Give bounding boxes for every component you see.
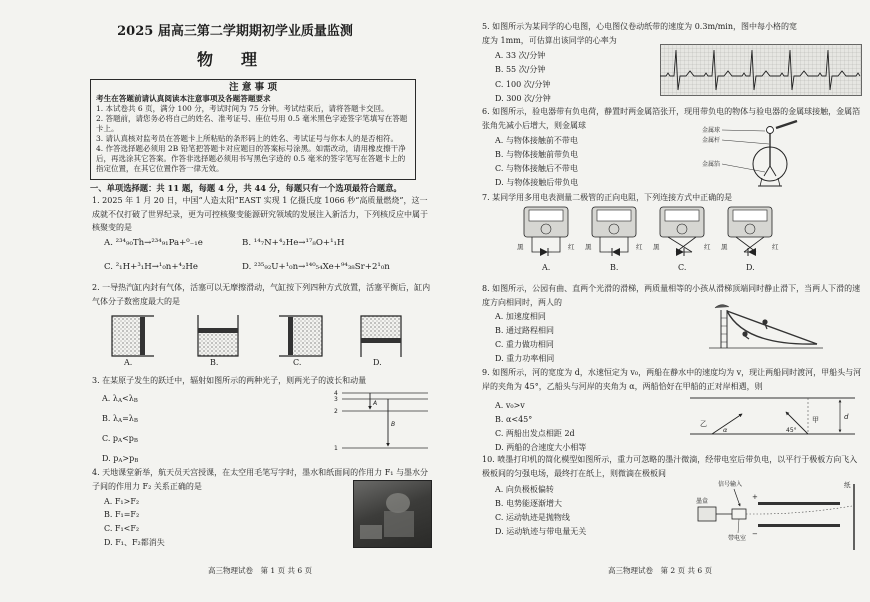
figure-label-b: B.: [610, 263, 619, 272]
angle-alpha-label: α: [723, 426, 728, 434]
question-4-option-b: B. F₁=F₂: [104, 510, 140, 519]
subject-title: 物 理: [196, 50, 263, 69]
astronaut-photo: [353, 480, 432, 548]
black-lead-label: 黑: [517, 243, 524, 251]
question-10-option-c: C. 运动轨迹是抛物线: [495, 513, 570, 522]
electroscope-diagram: [700, 120, 800, 190]
question-1-option-c: C. ²₁H+³₁H→¹₀n+⁴₂He: [104, 262, 198, 272]
red-lead-label: 红: [704, 243, 711, 251]
cylinder-figure-b: [195, 314, 241, 358]
red-lead-label: 红: [568, 243, 575, 251]
red-lead-label: 红: [772, 243, 779, 251]
question-9-option-a: A. v₀>v: [495, 401, 525, 410]
minus-plate-label: −: [752, 530, 758, 538]
question-10-stem: 10. 喷墨打印机的简化模型如图所示，重力可忽略的墨汁微滴，经带电室后带负电，以平行于极板方向飞入极板间的匀强电场，最终打在纸上，则微滴在极板间: [482, 455, 858, 478]
question-1-stem: 1. 2025 年 1 月 20 日，中国“人造太阳”EAST 实现 1 亿摄氏度 1066 秒“高质量燃烧”，这一成就不仅打破了世界纪录，更为可控核聚变能源研究领域的发展注入新活力，下列核反应中属于核聚变的是: [92, 196, 428, 232]
label-metal-rod: 金属杆: [702, 137, 721, 144]
notice-intro: 考生在答题前请认真阅读本注意事项及各题答题要求: [96, 94, 271, 103]
energy-level-diagram: [330, 388, 430, 452]
page-footer-right: 高三物理试卷 第 2 页 共 6 页: [608, 566, 712, 575]
river-diagram: [690, 392, 855, 442]
slide-diagram: [705, 302, 825, 352]
boat-yi-label: 乙: [700, 420, 707, 428]
question-10-option-b: B. 电势能逐渐增大: [495, 499, 562, 508]
multimeter-figure-c: [652, 205, 714, 263]
level-label-3: 3: [334, 396, 338, 403]
signal-input-label: 信号输入: [718, 481, 743, 488]
question-10-option-d: D. 运动轨迹与带电量无关: [495, 527, 587, 536]
cylinder-figure-a: [110, 314, 156, 358]
notice-item: 2. 答题前，请您务必将自己的姓名、准考证号、座位号用 0.5 毫米黑色字迹签字笔填写在答题卡上。: [96, 114, 408, 133]
question-9-option-d: D. 两船的合速度大小相等: [495, 443, 587, 452]
question-6-option-b: B. 与物体接触前带负电: [495, 150, 578, 159]
transition-label-b: B: [391, 421, 396, 428]
question-9-option-c: C. 两船出发点相距 2d: [495, 429, 575, 438]
question-6-option-d: D. 与物体接触后带负电: [495, 178, 579, 187]
notice-box: [90, 79, 416, 180]
boat-jia-label: 甲: [812, 416, 819, 424]
cylinder-figure-c: [278, 314, 324, 358]
notice-item: 1. 本试卷共 6 页，满分 100 分，考试时间为 75 分钟。考试结束后，请将答题卡交回。: [96, 104, 389, 113]
question-4-option-d: D. F₁、F₂都消失: [104, 538, 165, 547]
question-1-option-b: B. ¹⁴₇N+⁴₂He→¹⁷₈O+¹₁H: [242, 238, 345, 248]
question-3-option-d: D. $p_A>p_B$: [102, 454, 139, 464]
black-lead-label: 黑: [585, 243, 592, 251]
figure-label-c: C.: [678, 263, 687, 272]
level-label-4: 4: [334, 390, 338, 397]
inkjet-printer-diagram: [694, 478, 862, 554]
figure-label-c: C.: [293, 358, 302, 367]
multimeter-figure-d: [720, 205, 782, 263]
figure-label-d: D.: [373, 358, 382, 367]
question-4-option-a: A. F₁>F₂: [104, 497, 140, 506]
notice-item: 3. 请认真核对监考员在答题卡上所粘贴的条形码上的姓名、考试证号与你本人的是否相符。: [96, 134, 399, 143]
black-lead-label: 黑: [721, 243, 728, 251]
level-label-2: 2: [334, 408, 338, 415]
question-4-stem: 4. 天地课堂新举，航天员天宫授课，在太空用毛笔写字时，墨水和纸面间的作用力 F₁ 与墨水分子间的作用力 F₂ 关系正确的是: [92, 468, 429, 491]
figure-label-a: A.: [124, 358, 133, 367]
question-2-stem: 2. 一导热汽缸内封有气体，活塞可以无摩擦滑动，气缸按下列四种方式放置，活塞平衡后，缸内气体分子数密度最大的是: [92, 283, 431, 306]
ecg-strip: [660, 44, 862, 96]
angle-45-label: 45°: [786, 427, 797, 434]
question-6-stem: 6. 如图所示，验电器带有负电荷，静置时两金属箔张开，现用带负电的物体与验电器的金属球接触，金属箔张角先减小后增大，则金属球: [482, 107, 861, 130]
red-lead-label: 红: [636, 243, 643, 251]
figure-label-a: A.: [542, 263, 551, 272]
question-1-option-d: D. ²³⁵₉₂U+¹₀n→¹⁴⁰₅₄Xe+⁹⁴₃₈Sr+2¹₀n: [242, 262, 390, 272]
question-3-option-b: B. $\lambda_A=\lambda_B$: [102, 414, 138, 424]
question-3-option-a: A. $\lambda_A<\lambda_B$: [102, 394, 138, 404]
question-8-option-a: A. 加速度相同: [495, 312, 546, 321]
question-5-stem: 5. 如图所示为某同学的心电图，心电图仪卷动纸带的速度为 0.3m/min，图中每小格的宽度为 1mm，可估算出该同学的心率为: [482, 22, 798, 45]
question-8-stem: 8. 如图所示，公园有曲、直两个光滑的滑梯，两质量相等的小孩从滑梯顶端同时静止滑下，当两人下滑的速度方向相同时，两人的: [482, 284, 861, 307]
question-1-option-a: A. ²³⁴₉₀Th→²³⁴₉₁Pa+⁰₋₁e: [104, 238, 203, 248]
exam-title: 2025 届高三第二学期期初学业质量监测: [117, 24, 353, 39]
multimeter-figure-b: [584, 205, 646, 263]
question-8-option-c: C. 重力做功相同: [495, 340, 554, 349]
transition-label-a: A: [373, 400, 378, 407]
paper-label: 纸: [844, 481, 851, 489]
question-3-option-c: C. $p_A<p_B$: [102, 434, 139, 444]
question-9-stem: 9. 如图所示，河的宽度为 d，水速恒定为 v₀，两船在静水中的速度均为 v，现让两船同时渡河，甲船头与河岸的夹角为 45°，乙船头与河岸的夹角为 α，两船恰好在甲船的正对岸相遇，则: [482, 368, 862, 391]
astronaut-photo-shapes: [354, 481, 431, 547]
question-5-option-c: C. 100 次/分钟: [495, 80, 551, 89]
level-label-1: 1: [334, 445, 338, 452]
question-6-option-c: C. 与物体接触后不带电: [495, 164, 578, 173]
figure-label-b: B.: [210, 358, 219, 367]
section-heading: 一、单项选择题：共 11 题，每题 4 分，共 44 分，每题只有一个选项最符合题意。: [90, 183, 402, 193]
question-5-option-b: B. 55 次/分钟: [495, 65, 546, 74]
label-metal-ball: 金属球: [702, 127, 721, 134]
plus-plate-label: +: [752, 493, 758, 501]
question-8-option-d: D. 重力功率相同: [495, 354, 555, 363]
question-10-option-a: A. 向负极板偏转: [495, 485, 554, 494]
charge-chamber-label: 带电室: [728, 535, 747, 542]
cylinder-figure-d: [358, 314, 404, 358]
multimeter-figure-a: [516, 205, 578, 263]
question-3-stem: 3. 在某原子发生的跃迁中，辐射如图所示的两种光子，则两光子的波长和动量: [92, 376, 367, 385]
page-footer-left: 高三物理试卷 第 1 页 共 6 页: [208, 566, 312, 575]
ink-box-label: 墨盒: [696, 498, 709, 505]
figure-label-d: D.: [746, 263, 755, 272]
question-6-option-a: A. 与物体接触前不带电: [495, 136, 578, 145]
black-lead-label: 黑: [653, 243, 660, 251]
notice-item: 4. 作答选择题必须用 2B 铅笔把答题卡对应题目的答案标号涂黑。如需改动，请用橡皮擦干净后，再选涂其它答案。作答非选择题必须用书写黑色字迹的 0.5 毫米的签字笔写在答题卡上的指定位置，在其它位置作答一律无效。: [96, 144, 406, 173]
question-4-option-c: C. F₁<F₂: [104, 524, 140, 533]
notice-heading: 注 意 事 项: [229, 82, 277, 93]
river-width-label: d: [844, 413, 849, 421]
question-7-stem: 7. 某同学用多用电表测量二极管的正向电阻，下列连接方式中正确的是: [482, 193, 733, 202]
question-5-option-d: D. 300 次/分钟: [495, 94, 551, 103]
question-9-option-b: B. α<45°: [495, 415, 533, 424]
label-metal-foil: 金属箔: [702, 161, 721, 168]
question-8-option-b: B. 通过路程相同: [495, 326, 554, 335]
question-5-option-a: A. 33 次/分钟: [495, 51, 546, 60]
